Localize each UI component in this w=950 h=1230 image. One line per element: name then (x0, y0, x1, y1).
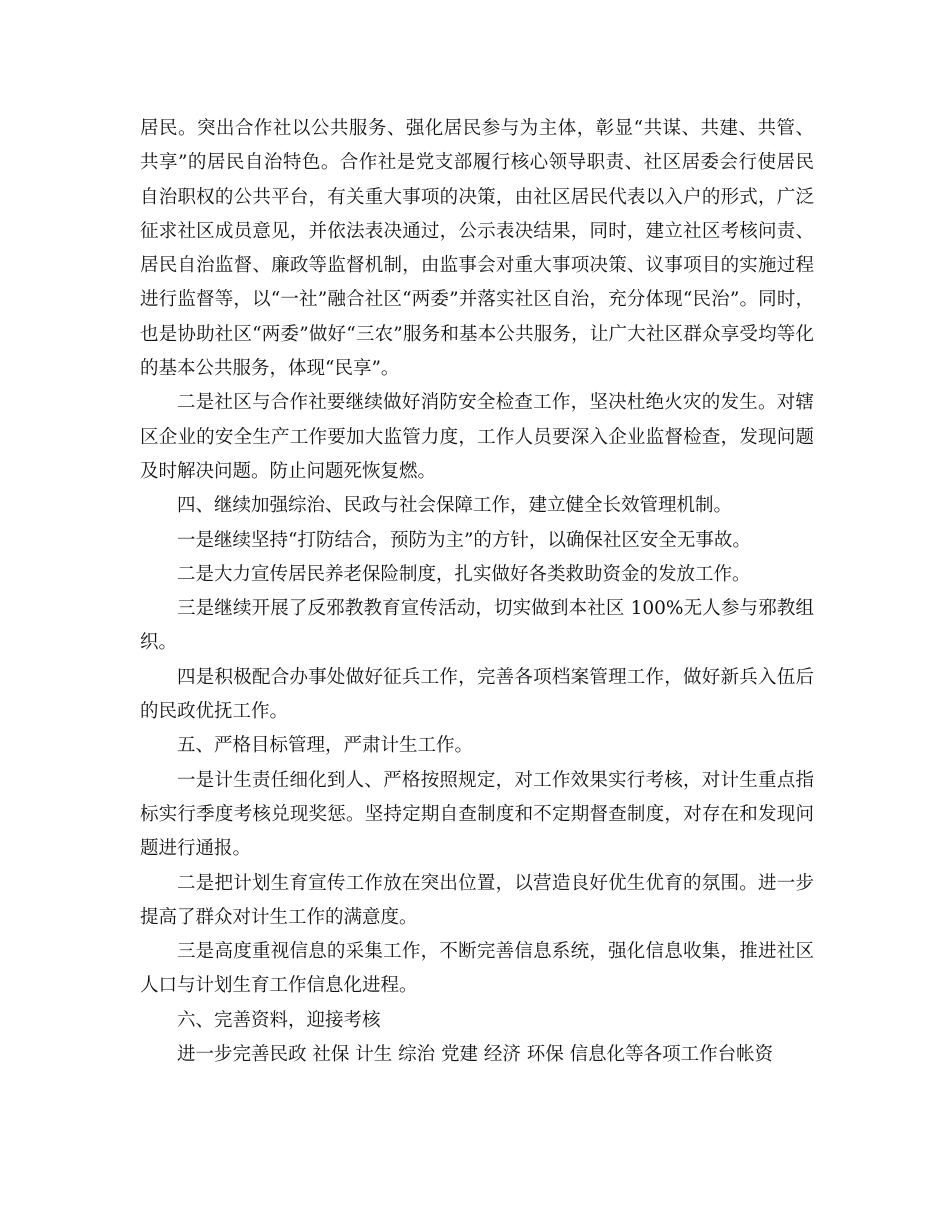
paragraph-records-improvement: 进一步完善民政 社保 计生 综治 党建 经济 环保 信息化等各项工作台帐资 (177, 1044, 774, 1066)
section-heading-five: 五、严格目标管理，严肃计生工作。 (177, 735, 474, 757)
paragraph-prevention-policy: 一是继续坚持“打防结合，预防为主”的方针，以确保社区安全无事故。 (177, 529, 751, 551)
paragraph-family-planning-publicity: 二是把计划生育宣传工作放在突出位置，以营造良好优生优育的氛围。进一步提高了群众对计生工作的满意度。 (140, 872, 814, 928)
section-heading-six: 六、完善资料，迎接考核 (177, 1009, 381, 1031)
paragraph-residents-autonomy: 居民。突出合作社以公共服务、强化居民参与为主体，彰显“共谋、共建、共管、共享”的居民自治特色。合作社是党支部履行核心领导职责、社区居委会行使居民自治职权的公共平台，有关重大事项的决策，由社区居民代表以入户的形式，广泛征求社区成员意见，并依法表决通过，公示表决结果，同时，建立社区考核问责、居民自治监督、廉政等监督机制，由监事会对重大事项决策、议事项目的实施过程进行监督等，以“一社”融合社区“两委”并落实社区自治，充分体现“民治”。同时，也是协助社区“两委”做好“三农”服务和基本公共服务，让广大社区群众享受均等化的基本公共服务，体现“民享”。 (140, 118, 814, 380)
paragraph-conscription: 四是积极配合办事处做好征兵工作，完善各项档案管理工作，做好新兵入伍后的民政优抚工作。 (140, 666, 814, 723)
document-body (140, 112, 814, 1072)
paragraph-fire-safety: 二是社区与合作社要继续做好消防安全检查工作，坚决杜绝火灾的发生。对辖区企业的安全生产工作要加大监管力度，工作人员要深入企业监督检查，发现问题及时解决问题。防止问题死恢复燃。 (140, 392, 814, 482)
paragraph-pension-insurance: 二是大力宣传居民养老保险制度，扎实做好各类救助资金的发放工作。 (177, 563, 751, 585)
paragraph-information-collection: 三是高度重视信息的采集工作，不断完善信息系统，强化信息收集，推进社区人口与计划生育工作信息化进程。 (140, 941, 814, 997)
paragraph-family-planning-responsibility: 一是计生责任细化到人、严格按照规定，对工作效果实行考核，对计生重点指标实行季度考核兑现奖惩。坚持定期自查制度和不定期督查制度，对存在和发现问题进行通报。 (140, 769, 814, 860)
paragraph-anti-cult-education: 三是继续开展了反邪教教育宣传活动，切实做到本社区 100%无人参与邪教组织。 (140, 598, 814, 654)
section-heading-four: 四、继续加强综治、民政与社会保障工作，建立健全长效管理机制。 (177, 495, 733, 517)
